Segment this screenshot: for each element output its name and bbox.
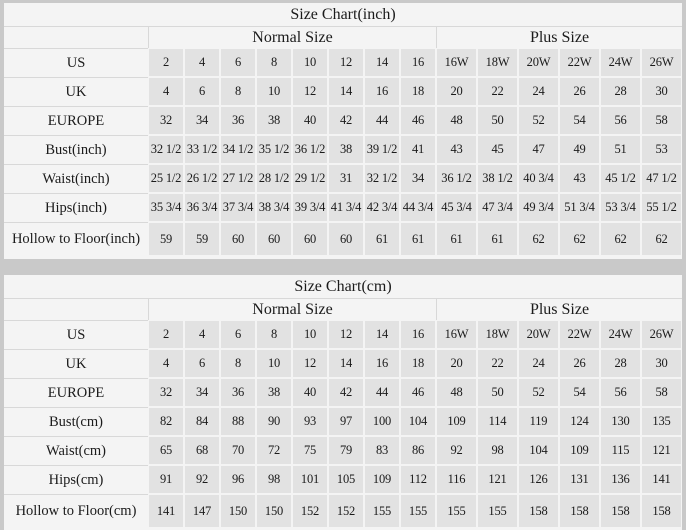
- size-value-cell: 4: [149, 78, 183, 105]
- size-value-cell: 36 1/2: [437, 165, 476, 192]
- size-value-cell: 115: [601, 437, 640, 464]
- size-value-cell: 104: [519, 437, 558, 464]
- size-value-cell: 16W: [437, 49, 476, 76]
- size-value-cell: 46: [401, 379, 435, 406]
- table-row: [4, 349, 682, 378]
- size-value-cell: 98: [478, 437, 517, 464]
- size-value-cell: 18: [401, 350, 435, 377]
- size-value-cell: 70: [221, 437, 255, 464]
- size-value-cell: 72: [257, 437, 291, 464]
- size-value-cell: 31: [329, 165, 363, 192]
- table-row: [4, 378, 682, 407]
- size-value-cell: 36: [221, 379, 255, 406]
- size-value-cell: 2: [149, 49, 183, 76]
- size-value-cell: 8: [221, 350, 255, 377]
- size-value-cell: 116: [437, 466, 476, 493]
- group-header-row: [4, 26, 682, 48]
- size-value-cell: 61: [401, 223, 435, 255]
- size-value-cell: 28: [601, 78, 640, 105]
- size-value-cell: 24: [519, 350, 558, 377]
- size-value-cell: 56: [601, 107, 640, 134]
- size-value-cell: 84: [185, 408, 219, 435]
- size-value-cell: 91: [149, 466, 183, 493]
- size-value-cell: 14: [329, 78, 363, 105]
- size-value-cell: 34: [185, 107, 219, 134]
- size-value-cell: 62: [642, 223, 681, 255]
- size-value-cell: 45 1/2: [601, 165, 640, 192]
- size-value-cell: 44: [365, 379, 399, 406]
- size-value-cell: 28 1/2: [257, 165, 291, 192]
- size-value-cell: 26W: [642, 49, 681, 76]
- size-chart-inch: [4, 3, 682, 259]
- size-value-cell: 56: [601, 379, 640, 406]
- size-value-cell: 35 3/4: [149, 194, 183, 221]
- size-value-cell: 79: [329, 437, 363, 464]
- table-row: [4, 135, 682, 164]
- size-value-cell: 141: [642, 466, 681, 493]
- size-value-cell: 6: [221, 321, 255, 348]
- size-value-cell: 45 3/4: [437, 194, 476, 221]
- size-value-cell: 39 3/4: [293, 194, 327, 221]
- size-value-cell: 114: [478, 408, 517, 435]
- size-value-cell: 44: [365, 107, 399, 134]
- size-value-cell: 50: [478, 107, 517, 134]
- size-value-cell: 30: [642, 78, 681, 105]
- size-value-cell: 42 3/4: [365, 194, 399, 221]
- size-value-cell: 59: [149, 223, 183, 255]
- size-value-cell: 32: [149, 107, 183, 134]
- size-value-cell: 124: [560, 408, 599, 435]
- size-value-cell: 8: [221, 78, 255, 105]
- size-value-cell: 54: [560, 379, 599, 406]
- size-value-cell: 104: [401, 408, 435, 435]
- size-value-cell: 60: [257, 223, 291, 255]
- row-label: UK: [4, 349, 148, 378]
- size-value-cell: 65: [149, 437, 183, 464]
- size-value-cell: 48: [437, 107, 476, 134]
- size-value-cell: 60: [221, 223, 255, 255]
- size-value-cell: 92: [437, 437, 476, 464]
- size-value-cell: 147: [185, 495, 219, 527]
- size-value-cell: 25 1/2: [149, 165, 183, 192]
- size-value-cell: 112: [401, 466, 435, 493]
- table-title-cm: Size Chart(cm): [294, 277, 392, 295]
- size-value-cell: 20: [437, 350, 476, 377]
- size-value-cell: 45: [478, 136, 517, 163]
- table-row: [4, 164, 682, 193]
- group-header-normal-size: Normal Size: [148, 299, 436, 320]
- size-value-cell: 10: [257, 78, 291, 105]
- size-value-cell: 38: [257, 379, 291, 406]
- size-value-cell: 18W: [478, 321, 517, 348]
- table-row: [4, 465, 682, 494]
- table-row: [4, 494, 682, 528]
- size-value-cell: 8: [257, 49, 291, 76]
- size-value-cell: 42: [329, 379, 363, 406]
- size-value-cell: 20: [437, 78, 476, 105]
- size-value-cell: 12: [329, 321, 363, 348]
- size-value-cell: 22: [478, 350, 517, 377]
- size-value-cell: 18W: [478, 49, 517, 76]
- size-value-cell: 105: [329, 466, 363, 493]
- size-value-cell: 155: [437, 495, 476, 527]
- size-value-cell: 109: [560, 437, 599, 464]
- size-value-cell: 51: [601, 136, 640, 163]
- size-value-cell: 34: [401, 165, 435, 192]
- size-value-cell: 51 3/4: [560, 194, 599, 221]
- size-value-cell: 10: [257, 350, 291, 377]
- size-value-cell: 109: [437, 408, 476, 435]
- size-value-cell: 88: [221, 408, 255, 435]
- size-chart-cm: [4, 275, 682, 530]
- size-value-cell: 55 1/2: [642, 194, 681, 221]
- size-value-cell: 152: [293, 495, 327, 527]
- size-value-cell: 40: [293, 107, 327, 134]
- size-value-cell: 14: [365, 321, 399, 348]
- size-value-cell: 53: [642, 136, 681, 163]
- size-value-cell: 97: [329, 408, 363, 435]
- size-value-cell: 28: [601, 350, 640, 377]
- size-value-cell: 26 1/2: [185, 165, 219, 192]
- size-value-cell: 41 3/4: [329, 194, 363, 221]
- table-body: [4, 48, 682, 256]
- size-value-cell: 155: [365, 495, 399, 527]
- size-value-cell: 100: [365, 408, 399, 435]
- size-value-cell: 34 1/2: [221, 136, 255, 163]
- size-value-cell: 37 3/4: [221, 194, 255, 221]
- size-value-cell: 152: [329, 495, 363, 527]
- size-value-cell: 22W: [560, 49, 599, 76]
- size-value-cell: 38: [257, 107, 291, 134]
- size-value-cell: 158: [519, 495, 558, 527]
- size-value-cell: 60: [293, 223, 327, 255]
- row-label: UK: [4, 77, 148, 106]
- size-value-cell: 158: [560, 495, 599, 527]
- size-value-cell: 20W: [519, 49, 558, 76]
- size-value-cell: 44 3/4: [401, 194, 435, 221]
- size-value-cell: 16: [365, 350, 399, 377]
- group-header-plus-size: Plus Size: [436, 27, 682, 48]
- size-value-cell: 8: [257, 321, 291, 348]
- size-value-cell: 62: [560, 223, 599, 255]
- size-value-cell: 49: [560, 136, 599, 163]
- row-label: Bust(inch): [4, 135, 148, 164]
- size-value-cell: 24W: [601, 321, 640, 348]
- size-value-cell: 32: [149, 379, 183, 406]
- size-value-cell: 26W: [642, 321, 681, 348]
- size-value-cell: 130: [601, 408, 640, 435]
- size-value-cell: 24: [519, 78, 558, 105]
- size-value-cell: 155: [478, 495, 517, 527]
- corner-cell: [4, 27, 148, 48]
- size-value-cell: 109: [365, 466, 399, 493]
- size-value-cell: 136: [601, 466, 640, 493]
- row-label: Waist(cm): [4, 436, 148, 465]
- row-label: Hollow to Floor(cm): [4, 494, 148, 528]
- size-value-cell: 126: [519, 466, 558, 493]
- size-value-cell: 12: [293, 350, 327, 377]
- size-value-cell: 32 1/2: [365, 165, 399, 192]
- size-value-cell: 47: [519, 136, 558, 163]
- size-value-cell: 42: [329, 107, 363, 134]
- size-value-cell: 16W: [437, 321, 476, 348]
- size-value-cell: 62: [519, 223, 558, 255]
- size-value-cell: 83: [365, 437, 399, 464]
- size-value-cell: 36: [221, 107, 255, 134]
- size-value-cell: 29 1/2: [293, 165, 327, 192]
- table-row: [4, 222, 682, 256]
- table-row: [4, 193, 682, 222]
- row-label: Waist(inch): [4, 164, 148, 193]
- size-value-cell: 61: [478, 223, 517, 255]
- table-title-inch: Size Chart(inch): [290, 5, 396, 23]
- size-value-cell: 52: [519, 107, 558, 134]
- group-header-normal-size: Normal Size: [148, 27, 436, 48]
- size-value-cell: 39 1/2: [365, 136, 399, 163]
- size-value-cell: 26: [560, 78, 599, 105]
- size-value-cell: 86: [401, 437, 435, 464]
- size-value-cell: 121: [642, 437, 681, 464]
- size-value-cell: 101: [293, 466, 327, 493]
- size-value-cell: 93: [293, 408, 327, 435]
- size-value-cell: 47 3/4: [478, 194, 517, 221]
- size-value-cell: 12: [329, 49, 363, 76]
- size-value-cell: 52: [519, 379, 558, 406]
- size-value-cell: 158: [642, 495, 681, 527]
- size-value-cell: 36 1/2: [293, 136, 327, 163]
- table-row: [4, 407, 682, 436]
- size-value-cell: 4: [185, 321, 219, 348]
- size-value-cell: 14: [329, 350, 363, 377]
- size-value-cell: 4: [185, 49, 219, 76]
- size-value-cell: 58: [642, 107, 681, 134]
- row-label: US: [4, 48, 148, 77]
- table-row: [4, 436, 682, 465]
- size-value-cell: 4: [149, 350, 183, 377]
- size-value-cell: 61: [437, 223, 476, 255]
- size-value-cell: 40 3/4: [519, 165, 558, 192]
- size-value-cell: 155: [401, 495, 435, 527]
- size-value-cell: 47 1/2: [642, 165, 681, 192]
- row-label: Bust(cm): [4, 407, 148, 436]
- size-value-cell: 75: [293, 437, 327, 464]
- size-value-cell: 58: [642, 379, 681, 406]
- size-value-cell: 10: [293, 321, 327, 348]
- size-value-cell: 24W: [601, 49, 640, 76]
- size-value-cell: 135: [642, 408, 681, 435]
- size-value-cell: 16: [401, 321, 435, 348]
- size-value-cell: 96: [221, 466, 255, 493]
- size-value-cell: 41: [401, 136, 435, 163]
- size-value-cell: 121: [478, 466, 517, 493]
- row-label: EUROPE: [4, 378, 148, 407]
- size-value-cell: 26: [560, 350, 599, 377]
- size-value-cell: 14: [365, 49, 399, 76]
- size-value-cell: 46: [401, 107, 435, 134]
- size-value-cell: 40: [293, 379, 327, 406]
- size-value-cell: 59: [185, 223, 219, 255]
- size-value-cell: 92: [185, 466, 219, 493]
- size-value-cell: 30: [642, 350, 681, 377]
- size-value-cell: 150: [221, 495, 255, 527]
- size-value-cell: 54: [560, 107, 599, 134]
- table-row: [4, 106, 682, 135]
- size-value-cell: 16: [401, 49, 435, 76]
- size-value-cell: 6: [185, 350, 219, 377]
- size-value-cell: 33 1/2: [185, 136, 219, 163]
- size-value-cell: 43: [560, 165, 599, 192]
- row-label: Hollow to Floor(inch): [4, 222, 148, 256]
- size-value-cell: 98: [257, 466, 291, 493]
- group-header-plus-size: Plus Size: [436, 299, 682, 320]
- table-row: [4, 77, 682, 106]
- size-value-cell: 90: [257, 408, 291, 435]
- size-value-cell: 49 3/4: [519, 194, 558, 221]
- size-value-cell: 10: [293, 49, 327, 76]
- row-label: Hips(inch): [4, 193, 148, 222]
- size-value-cell: 158: [601, 495, 640, 527]
- size-value-cell: 48: [437, 379, 476, 406]
- size-value-cell: 35 1/2: [257, 136, 291, 163]
- size-value-cell: 27 1/2: [221, 165, 255, 192]
- table-row: [4, 320, 682, 349]
- size-value-cell: 150: [257, 495, 291, 527]
- size-value-cell: 36 3/4: [185, 194, 219, 221]
- size-value-cell: 62: [601, 223, 640, 255]
- size-value-cell: 68: [185, 437, 219, 464]
- corner-cell: [4, 299, 148, 320]
- size-value-cell: 61: [365, 223, 399, 255]
- size-value-cell: 22W: [560, 321, 599, 348]
- size-value-cell: 6: [185, 78, 219, 105]
- size-value-cell: 2: [149, 321, 183, 348]
- size-value-cell: 50: [478, 379, 517, 406]
- size-value-cell: 6: [221, 49, 255, 76]
- table-body: [4, 320, 682, 528]
- row-label: Hips(cm): [4, 465, 148, 494]
- size-value-cell: 43: [437, 136, 476, 163]
- row-label: US: [4, 320, 148, 349]
- size-value-cell: 141: [149, 495, 183, 527]
- size-value-cell: 18: [401, 78, 435, 105]
- size-value-cell: 131: [560, 466, 599, 493]
- size-value-cell: 32 1/2: [149, 136, 183, 163]
- size-value-cell: 22: [478, 78, 517, 105]
- group-header-row: [4, 298, 682, 320]
- size-value-cell: 20W: [519, 321, 558, 348]
- size-value-cell: 82: [149, 408, 183, 435]
- size-value-cell: 60: [329, 223, 363, 255]
- size-value-cell: 16: [365, 78, 399, 105]
- size-value-cell: 38: [329, 136, 363, 163]
- size-value-cell: 119: [519, 408, 558, 435]
- table-row: [4, 48, 682, 77]
- size-value-cell: 53 3/4: [601, 194, 640, 221]
- row-label: EUROPE: [4, 106, 148, 135]
- size-value-cell: 38 3/4: [257, 194, 291, 221]
- size-value-cell: 34: [185, 379, 219, 406]
- size-value-cell: 38 1/2: [478, 165, 517, 192]
- size-value-cell: 12: [293, 78, 327, 105]
